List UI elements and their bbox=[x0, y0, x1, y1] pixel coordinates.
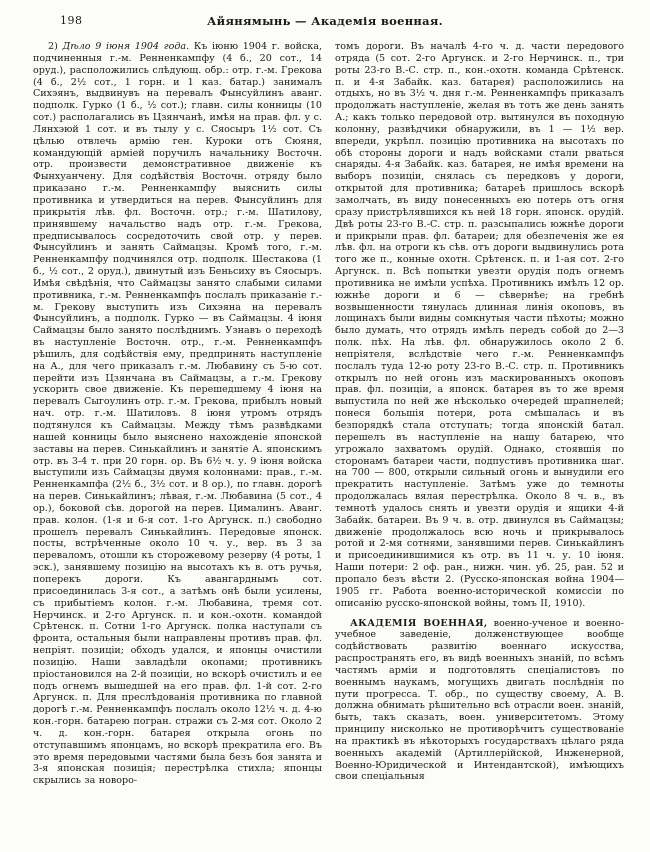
battle-entry-paragraph bbox=[33, 41, 322, 787]
left-column bbox=[33, 41, 322, 787]
battle-entry-continuation-text: томъ дороги. Въ началѣ 4-го ч. д. части передового отряда (5 сот. 2-го Аргунск. и 2-го Нерчинск. п., три роты 23-го В.-С. стр. п., кон.-охотн. команда Срѣтенск. п. и 4-я Забайк. каз. батарея) расположились на отдыхъ, но въ 3½ ч. дня г.-м. Ренненкампфъ приказалъ продолжать наступленіе, желая въ тотъ же день занять А.; какъ только передовой отр. вытянулся въ походную колонну, развѣдчики обнаружили, въ 1 — 1½ вер. впереди, укрѣпл. позицію противника на высотахъ по обѣ стороны дороги и надъ войсками стали рваться снаряды. 4-я Забайк. каз. батарея, не имѣя времени на выборъ позиціи, снялась съ передковъ у дороги, открытой для противника; батареѣ пришлось вскорѣ замолчать, въ виду понесенныхъ ею потерь отъ огня сразу пристрѣлявшихся къ ней 18 горн. японск. орудій. Двѣ роты 23-го В.-С. стр. п. разсыпались южнѣе дороги и прикрыли прав. фл. батареи; для обезпеченія же ея лѣв. фл. на отроги къ сѣв. отъ дороги выдвинулись рота того же п., конные охотн. Срѣтенск. п. и 1-ая сот. 2-го Аргунск. п. Всѣ попытки увезти орудія подъ огнемъ противника не имѣли успѣха. Противникъ имѣлъ 12 ор. южнѣе дороги и 6 — сѣвернѣе; на гребнѣ возвышенности тянулась длинная линія окоповъ, въ лощинахъ были видны сомкнутыя части пѣхоты; можно было думать, что отрядъ имѣлъ передъ собой до 2—3 полк. пѣх. На лѣв. фл. обнаружилось около 2 б. непріятеля, вслѣдствіе чего г.-м. Ренненкампфъ послалъ туда 12-ю роту 23-го В.-С. стр. п. Противникъ открылъ по ней огонь изъ маскированныхъ окоповъ прав. фл. позиціи, а японск. батарея въ то же время выпустила по ней же нѣсколько очередей шрапнелей; понеся большія потери, рота смѣшалась и въ безпорядкѣ стала отступать; тогда японскій батал. перешелъ въ наступленіе на нашу батарею, что угрожало захватомъ орудій. Однако, стоявшія по сторонамъ батареи части, подпустивъ противника шаг. на 700 — 800, открыли сильный огонь и вынудили его прекратить наступленіе. Затѣмъ уже до темноты продолжалась вялая перестрѣлка. Около 8 ч. в., въ темнотѣ удалось снять и увезти орудія и ящики 4-й Забайк. батареи. Въ 9 ч. в. отр. двинулся въ Саймацзы; движеніе продолжалось всю ночь и прикрывалось ротой и 2-мя сотнями, занявшими перев. Синькайлинъ и присоединившимися къ отр. въ 11 ч. у. 10 іюня. Наши потери: 2 оф. ран., нижн. чин. уб. 25, ран. 52 и пропало безъ вѣсти 2. (Русско-японская война 1904—1905 гг. Работа военно-исторической комиссіи по описанію русско-японской войны, томъ II, 1910). bbox=[335, 41, 624, 609]
academy-entry-paragraph bbox=[335, 618, 624, 784]
running-head bbox=[0, 14, 650, 34]
right-column bbox=[335, 41, 624, 787]
entry-body-text: Къ іюню 1904 г. войска, подчиненныя г.-м. Ренненкампфу (4 б., 20 сот., 14 оруд.), расположились слѣдующ. обр.: отр. г.-м. Грекова (4 б., 2½ сот., 1 горн. и 1 каз. батар.) занималъ Сихэянъ, выдвинувъ на перевалъ Фынсуйлинъ аванг. подполк. Гурко (1 б., ½ сот.); главн. силы конницы (10 сот.) располагались въ Цзянчанѣ, имѣя на прав. фл. у с. Лянхэюй 1 сот. и въ тылу у с. Сяосыръ 1½ сот. Съ цѣлью отвлечь армію ген. Куроки отъ Сюяня, командующій арміей поручилъ начальнику Восточн. отр. произвести демонстративное движеніе къ Фынхуанчену. Для содѣйствія Восточн. отряду было приказано г.-м. Ренненкампфу выяснить силы противника и утвердиться на перев. Фынсуйлинъ для прикрытія лѣв. фл. Восточн. отр.; г.-м. Шатилову, принявшему начальство надъ отр. г.-м. Грекова, предписывалось сосредоточить свой отр. у перев. Фынсуйлинъ и занять Саймацзы. Кромѣ того, г.-м. Ренненкампфу подчинялся отр. подполк. Шестакова (1 б., ½ сот., 2 оруд.), двинутый изъ Беньсиху въ Сяосыръ. Имѣя свѣдѣнія, что Саймацзы занято слабыми силами противника, г.-м. Ренненкампфъ послалъ приказаніе г.-м. Грекову выступить изъ Сихэяна на перевалъ Фынсуйлинъ, а подполк. Гурко — въ Саймацзы. 4 іюня Саймацзы было занято послѣднимъ. Узнавъ о переходѣ въ наступленіе Восточн. отр., г.-м. Ренненкампфъ рѣшилъ, для содѣйствія ему, предпринять наступленіе на А., для чего приказалъ г.-м. Любавину съ 5-ю сот. перейти изъ Цзянчана въ Саймацзы, а г.-м. Грекову ускорить свое движеніе. Къ перешедшему 4 іюня на перевалъ Сыгоулинъ отр. г.-м. Грекова, прибылъ новый нач. отр. г.-м. Шатиловъ. 8 іюня утромъ отрядъ подтянулся къ Саймацзы. Между тѣмъ развѣдками нашей конницы было выяснено нахожденіе японской заставы на перев. Синькайлинъ и занятіе А. японскимъ отр. въ 3-4 т. при 20 горн. ор. Въ 6½ ч. у. 9 іюня войска выступили изъ Саймацзы двумя колоннами: прав., г.-м. Ренненкампфа (2½ б., 3½ сот. и 8 ор.), по главн. дорогѣ на перев. Синькайлинъ; лѣвая, г.-м. Любавина (5 сот., 4 ор.), боковой сѣв. дорогой на перев. Цималинъ. Аванг. прав. колон. (1-я и 6-я сот. 1-го Аргунск. п.) свободно прошелъ перевалъ Синькайлинъ. Передовые японск. посты, встрѣченные около 10 ч. у., вер. въ 3 за переваломъ, отошли къ сторожевому резерву (4 роты, 1 эск.), занявшему позицію на высотахъ къ в. отъ ручья, поперекъ дороги. Къ авангарднымъ сот. присоединилась 3-я сот., а затѣмъ онѣ были усилены, съ прибытіемъ колон. г.-м. Любавина, тремя сот. Нерчинск. и 2-го Аргунск. п. и кон.-охотн. командой Срѣтенск. п. Сотни 1-го Аргунск. полка наступали съ фронта, остальныя были направлены противъ прав. фл. непріят. позиціи; обходъ удался, и японцы очистили позицію. Наши завладѣли окопами; противникъ пріостановился на 2-й позиціи, но вскорѣ очистилъ и ее подъ огнемъ вышедшей на его прав. фл. 1-й сот. 2-го Аргунск. п. Для преслѣдованія противника по главной дорогѣ г.-м. Ренненкампфъ послалъ около 12½ ч. д. 4-ю кон.-горн. батарею погран. стражи съ 2-мя сот. Около 2 ч. д. кон.-горн. батарея открыла огонь по отступавшимъ японцамъ, но вскорѣ прекратила его. Въ это время передовыми частями была безъ боя занята и 3-я японская позиція; перестрѣлка стихла; японцы скрылись за новоро- bbox=[33, 41, 322, 787]
academy-entry-body-text: военно-ученое и военно-учебное заведеніе, долженствующее вообще содѣйствовать развитію военнаго искусства, распространять его, въ видѣ военныхъ знаній, по всѣмъ частямъ арміи и подготовлять спеціалистовъ по военнымъ наукамъ, могущихъ двигать послѣднія по пути прогресса. Т. обр., по существу своему, А. В. должна обнимать рѣшительно всѣ отрасли воен. знаній, быть, такъ сказать, воен. университетомъ. Этому принципу нисколько не противорѣчитъ существованіе на практикѣ въ нѣкоторыхъ государствахъ цѣлаго ряда военныхъ академій (Артиллерійской, Инженерной, Военно-Юридической и Интендантской), имѣющихъ свои спеціальныя bbox=[335, 617, 625, 783]
entry-lead-italic: Дѣло 9 іюня 1904 года. bbox=[62, 41, 190, 52]
text-columns bbox=[33, 41, 625, 787]
running-title: Айянямынь — Академія военная. bbox=[207, 14, 443, 28]
entry-item-number: 2) bbox=[48, 41, 63, 52]
page-number: 198 bbox=[60, 14, 83, 27]
academy-entry-headword: АКАДЕМІЯ ВОЕННАЯ, bbox=[350, 617, 488, 629]
battle-entry-continuation-paragraph bbox=[335, 41, 624, 610]
